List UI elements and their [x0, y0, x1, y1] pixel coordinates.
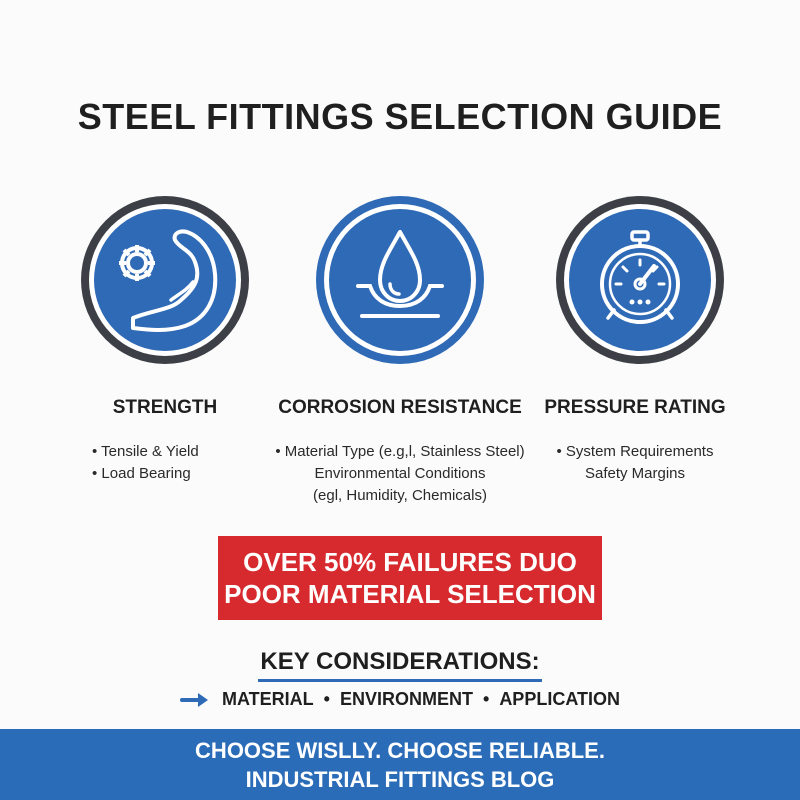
key-underline: [258, 679, 542, 682]
detail-line: • System Requirements: [556, 443, 714, 460]
banner-line-2: POOR MATERIAL SELECTION: [224, 579, 596, 609]
strength-section: [35, 190, 295, 485]
detail-line: Safety Margins: [584, 465, 686, 482]
key-item-environment: ENVIRONMENT: [339, 689, 473, 709]
corrosion-heading: CORROSION RESISTANCE: [278, 397, 522, 418]
page-title: STEEL FITTINGS SELECTION GUIDE: [77, 96, 723, 137]
detail-line: • Load Bearing: [92, 465, 191, 482]
pressure-badge: [550, 190, 730, 370]
corrosion-badge: [310, 190, 490, 370]
detail-line: • Tensile & Yield: [92, 443, 199, 460]
strength-arm-gear-icon: [75, 190, 255, 370]
footer-tagline: CHOOSE WISLLY. CHOOSE RELIABLE.: [195, 737, 605, 763]
key-considerations-list: [0, 689, 800, 710]
water-drop-icon: [310, 190, 490, 370]
strength-details: [35, 441, 295, 485]
key-item-material: MATERIAL: [222, 689, 314, 709]
key-item-application: APPLICATION: [499, 689, 620, 709]
banner-line-1: OVER 50% FAILURES DUO: [243, 547, 577, 577]
pressure-heading: PRESSURE RATING: [544, 397, 726, 418]
key-considerations-title: KEY CONSIDERATIONS:: [260, 648, 540, 675]
footer-bar: [0, 729, 800, 800]
pressure-section: [505, 190, 765, 485]
strength-heading: STRENGTH: [112, 397, 218, 418]
warning-banner: [218, 536, 602, 620]
detail-line: (egl, Humidity, Chemicals): [313, 487, 487, 504]
detail-line: Environmental Conditions: [314, 465, 486, 482]
strength-badge: [75, 190, 255, 370]
separator-dot: •: [323, 689, 330, 709]
pressure-gauge-icon: [550, 190, 730, 370]
separator-dot: •: [483, 689, 490, 709]
corrosion-section: [270, 190, 530, 507]
detail-line: • Material Type (e.g,l, Stainless Steel): [275, 443, 525, 460]
pressure-details: [505, 441, 765, 485]
footer-blog-name: INDUSTRIAL FITTINGS BLOG: [245, 766, 555, 792]
arrow-right-icon: [180, 690, 212, 710]
corrosion-details: [270, 441, 530, 507]
